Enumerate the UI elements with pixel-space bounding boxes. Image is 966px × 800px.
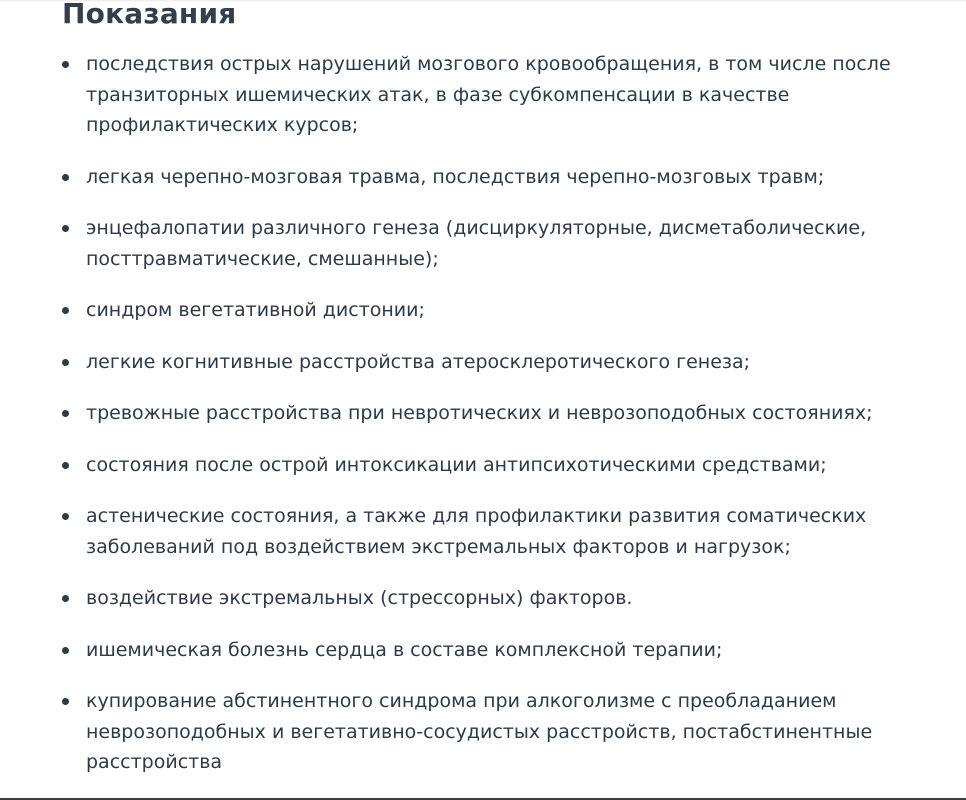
list-item: ишемическая болезнь сердца в составе комплексной терапии; xyxy=(62,635,932,666)
list-item: энцефалопатии различного генеза (дисциркуляторные, дисметаболические, посттравматические, смешанные); xyxy=(62,213,932,274)
indications-section xyxy=(62,0,932,799)
list-item: воздействие экстремальных (стрессорных) факторов. xyxy=(62,583,932,614)
indications-list xyxy=(62,49,932,778)
list-item: состояния после острой интоксикации антипсихотическими средствами; xyxy=(62,450,932,481)
list-item: астенические состояния, а также для профилактики развития соматических заболеваний под воздействием экстремальных факторов и нагрузок; xyxy=(62,501,932,562)
list-item: последствия острых нарушений мозгового кровообращения, в том числе после транзиторных ишемических атак, в фазе субкомпенсации в качестве профилактических курсов; xyxy=(62,49,932,141)
list-item: тревожные расстройства при невротических и неврозоподобных состояниях; xyxy=(62,398,932,429)
list-item: купирование абстинентного синдрома при алкоголизме с преобладанием неврозоподобных и вегетативно-сосудистых расстройств, постабстинентные расстройства xyxy=(62,686,932,778)
list-item: синдром вегетативной дистонии; xyxy=(62,295,932,326)
list-item: легкая черепно-мозговая травма, последствия черепно-мозговых травм; xyxy=(62,162,932,193)
list-item: легкие когнитивные расстройства атеросклеротического генеза; xyxy=(62,347,932,378)
section-title: Показания xyxy=(62,0,237,30)
